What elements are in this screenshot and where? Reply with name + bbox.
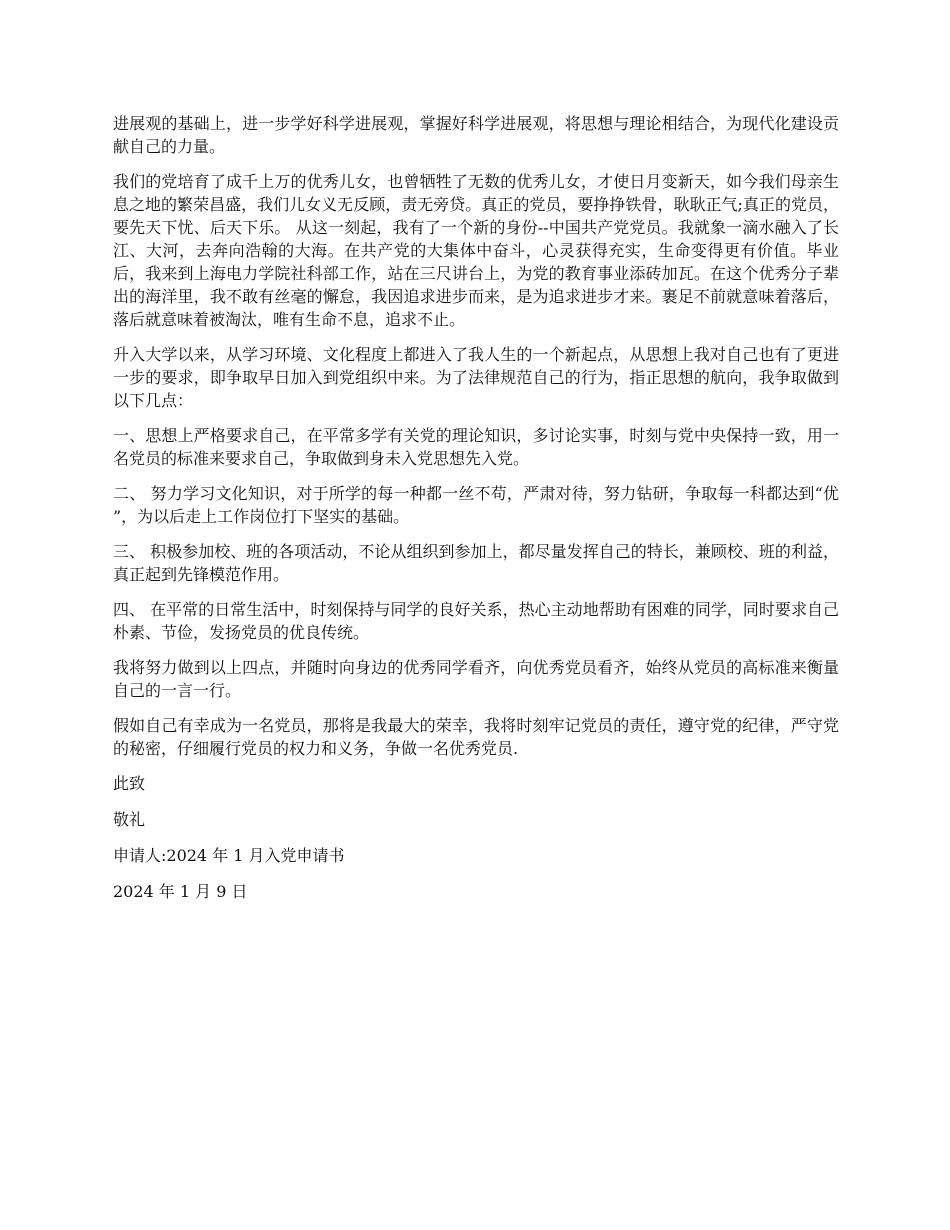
- document-body: [113, 112, 839, 916]
- paragraph: 我们的党培育了成千上万的优秀儿女，也曾牺牲了无数的优秀儿女，才使日月变新天，如今我们母亲生息之地的繁荣昌盛，我们儿女义无反顾，责无旁贷。真正的党员，要挣挣铁骨，耿耿正气;真正的党员，要先天下忧、后天下乐。 从这一刻起，我有了一个新的身份--中国共产党党员。我就象一滴水融入了长江、大河，去奔向浩翰的大海。在共产党的大集体中奋斗，心灵获得充实，生命变得更有价值。毕业后，我来到上海电力学院社科部工作，站在三尺讲台上，为党的教育事业添砖加瓦。在这个优秀分子辈出的海洋里，我不敢有丝毫的懈怠，我因追求进步而来，是为追求进步才来。裹足不前就意味着落后，落后就意味着被淘汰，唯有生命不息，追求不止。: [113, 172, 839, 329]
- paragraph: 二、 努力学习文化知识，对于所学的每一种都一丝不苟，严肃对待，努力钻研，争取每一科都达到“优 ”，为以后走上工作岗位打下坚实的基础。: [113, 484, 839, 526]
- closing-line: 此致: [113, 774, 146, 793]
- paragraph: 升入大学以来，从学习环境、文化程度上都进入了我人生的一个新起点，从思想上我对自己也有了更进一步的要求，即争取早日加入到党组织中来。为了法律规范自己的行为，指正思想的航向，我争取做到以下几点：: [113, 345, 839, 410]
- date-line: 2024 年 1 月 9 日: [113, 882, 248, 901]
- paragraph: 四、 在平常的日常生活中，时刻保持与同学的良好关系，热心主动地帮助有困难的同学，同时要求自己朴素、节俭，发扬党员的优良传统。: [113, 600, 839, 642]
- paragraph: 我将努力做到以上四点，并随时向身边的优秀同学看齐，向优秀党员看齐，始终从党员的高标准来衡量自己的一言一行。: [113, 658, 839, 700]
- paragraph: 进展观的基础上，进一步学好科学进展观，掌握好科学进展观，将思想与理论相结合，为现代化建设贡献自己的力量。: [113, 114, 839, 156]
- paragraph: 三、 积极参加校、班的各项活动，不论从组织到参加上，都尽量发挥自己的特长，兼顾校、班的利益，真正起到先锋模范作用。: [113, 542, 839, 584]
- paragraph: 一、思想上严格要求自己，在平常多学有关党的理论知识，多讨论实事，时刻与党中央保持一致，用一名党员的标准来要求自己，争取做到身未入党思想先入党。: [113, 426, 839, 468]
- paragraph: 假如自己有幸成为一名党员，那将是我最大的荣幸，我将时刻牢记党员的责任，遵守党的纪律，严守党的秘密，仔细履行党员的权力和义务，争做一名优秀党员.: [113, 716, 839, 758]
- salutation-line: 敬礼: [113, 810, 146, 829]
- applicant-line: 申请人:2024 年 1 月入党申请书: [113, 846, 345, 865]
